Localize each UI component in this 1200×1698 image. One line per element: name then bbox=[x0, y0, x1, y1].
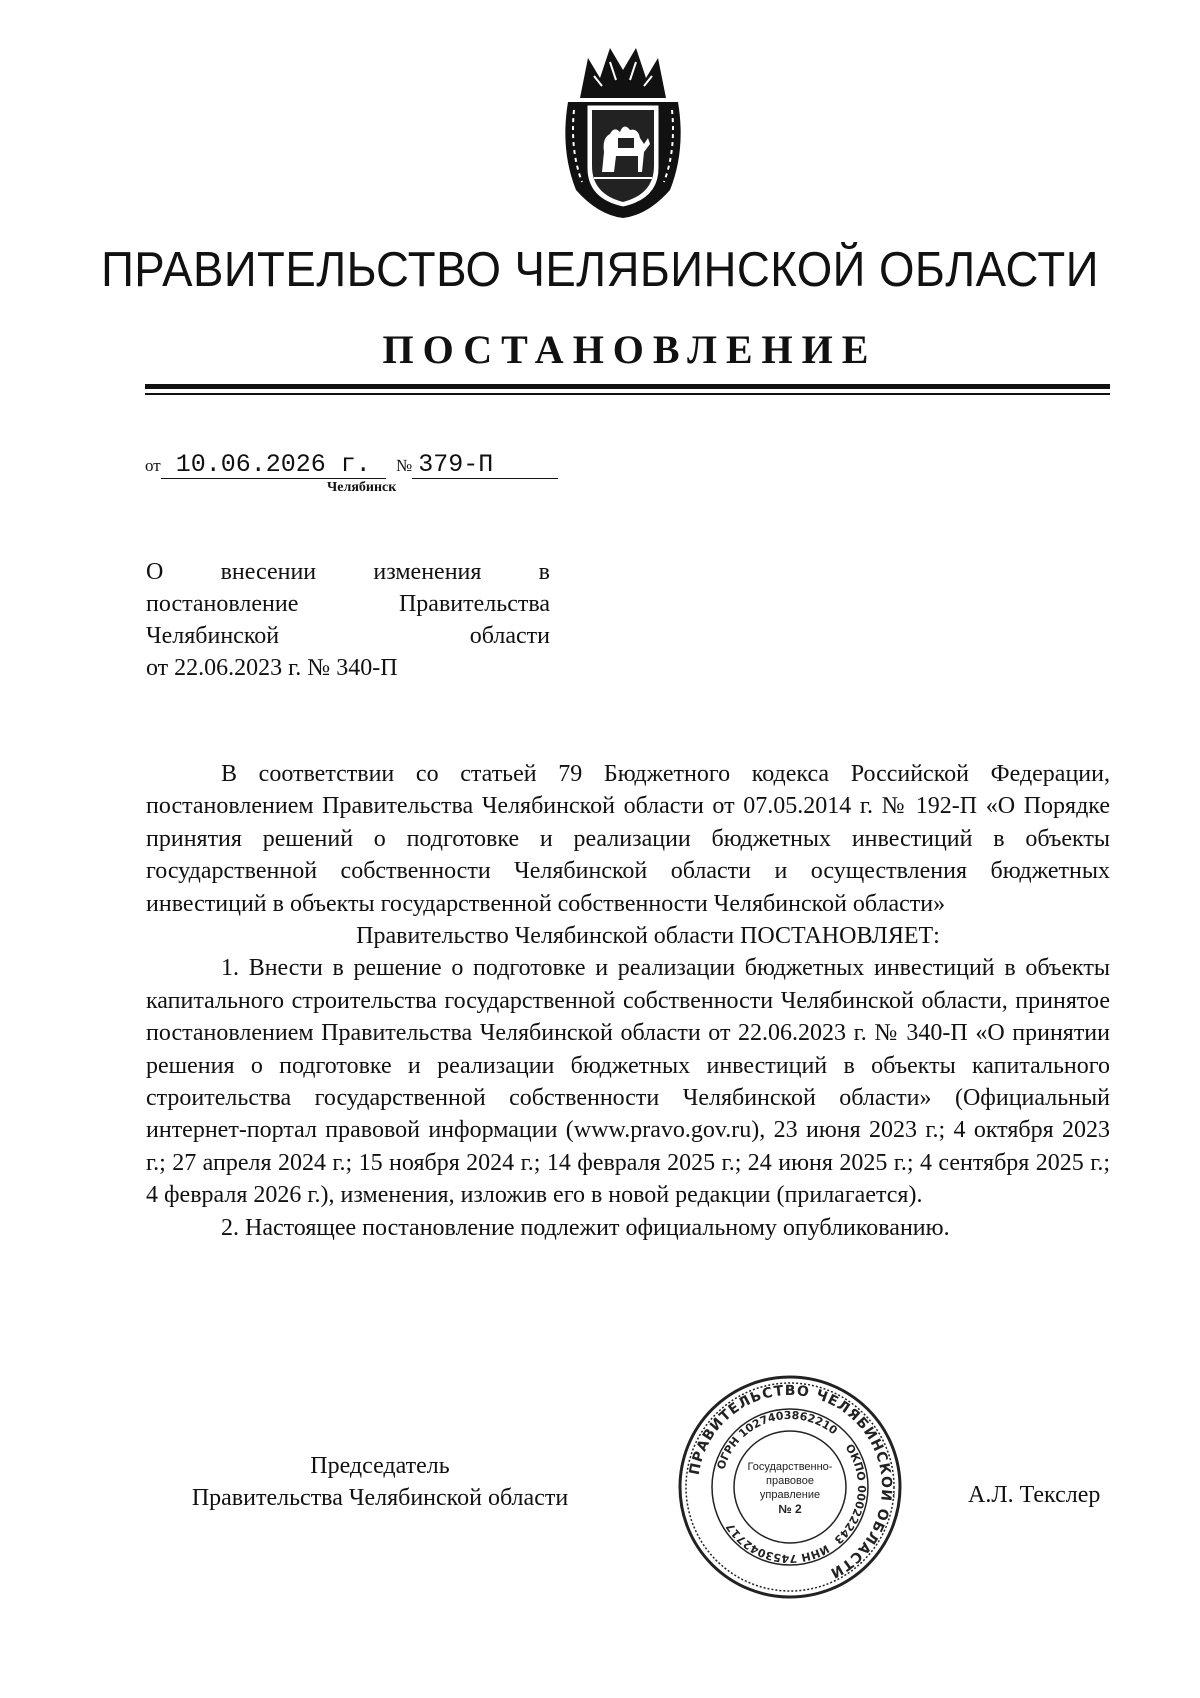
document-date: 10.06.2026 г. bbox=[161, 452, 386, 479]
government-title: ПРАВИТЕЛЬСТВО ЧЕЛЯБИНСКОЙ ОБЛАСТИ bbox=[101, 243, 1099, 297]
seal-ogrn: ОГРН 1027403862210 bbox=[714, 1408, 840, 1472]
official-seal-icon bbox=[675, 1372, 905, 1602]
signatory-title-line-2: Правительства Челябинской области bbox=[191, 1485, 569, 1511]
document-type-title: ПОСТАНОВЛЕНИЕ bbox=[382, 327, 878, 372]
document-number: 379-П bbox=[412, 452, 558, 479]
decree-line: Правительство Челябинской области ПОСТАНОВЛЯЕТ: bbox=[356, 923, 940, 950]
registration-line bbox=[145, 452, 558, 479]
svg-text:ИНН 7453042717 bbox=[723, 1521, 831, 1566]
signatory-name: А.Л. Текслер bbox=[968, 1482, 1101, 1508]
subject-line-4: от 22.06.2023 г. № 340-П bbox=[146, 655, 398, 681]
document-body bbox=[146, 758, 1110, 1244]
subject-line-2: постановление Правительства bbox=[146, 591, 550, 617]
preamble-paragraph: В соответствии со статьей 79 Бюджетного кодекса Российской Федерации, постановлением Правительства Челябинской области от 07.05.2014 г. № 192-П «О Порядке принятия решений о подготовке и реализации бюджетных инвестиций в объекты государственной собственности Челябинской области и осуществления бюджетных инвестиций в объекты государственной собственности Челябинской области» bbox=[146, 761, 1110, 917]
seal-center-line-3: управление bbox=[759, 1489, 821, 1501]
seal-center-line-4: № 2 bbox=[778, 1502, 802, 1516]
seal-outer-text: ПРАВИТЕЛЬСТВО ЧЕЛЯБИНСКОЙ ОБЛАСТИ bbox=[686, 1382, 895, 1582]
coat-of-arms-icon bbox=[558, 40, 688, 220]
signatory-title bbox=[150, 1450, 610, 1514]
header-divider-thick bbox=[145, 384, 1110, 389]
signatory-title-line-1: Председатель bbox=[310, 1453, 450, 1479]
number-prefix: № bbox=[395, 456, 413, 475]
subject-line-1: О внесении изменения в bbox=[146, 559, 550, 585]
seal-inn: ИНН 7453042717 bbox=[723, 1520, 832, 1566]
item-2-paragraph: 2. Настоящее постановление подлежит официальному опубликованию. bbox=[221, 1214, 950, 1241]
seal-okpo: ОКПО 00022243 bbox=[831, 1441, 869, 1547]
subject-line-3: Челябинской области bbox=[146, 623, 550, 649]
seal-center-line-2: правовое bbox=[766, 1475, 814, 1487]
issue-city: Челябинск bbox=[327, 480, 397, 495]
header-divider-thin bbox=[145, 393, 1110, 395]
date-prefix: от bbox=[145, 456, 161, 475]
seal-center-line-1: Государственно- bbox=[747, 1461, 833, 1473]
item-1-paragraph: 1. Внести в решение о подготовке и реализации бюджетных инвестиций в объекты капитального строительства государственной собственности Челябинской области, принятое постановлением Правительства Челябинской области от 22.06.2023 г. № 340-П «О принятии решения о подготовке и реализации бюджетных инвестиций в объекты капитального строительства государственной собственности Челябинской области» (Официальный интернет-портал правовой информации (www.pravo.gov.ru), 23 июня 2023 г.; 4 октября 2023 г.; 27 апреля 2024 г.; 15 ноября 2024 г.; 14 февраля 2025 г.; 24 июня 2025 г.; 4 сентября 2025 г.; 4 февраля 2026 г.), изменения, изложив его в новой редакции (прилагается). bbox=[146, 955, 1110, 1209]
document-subject bbox=[146, 556, 550, 684]
